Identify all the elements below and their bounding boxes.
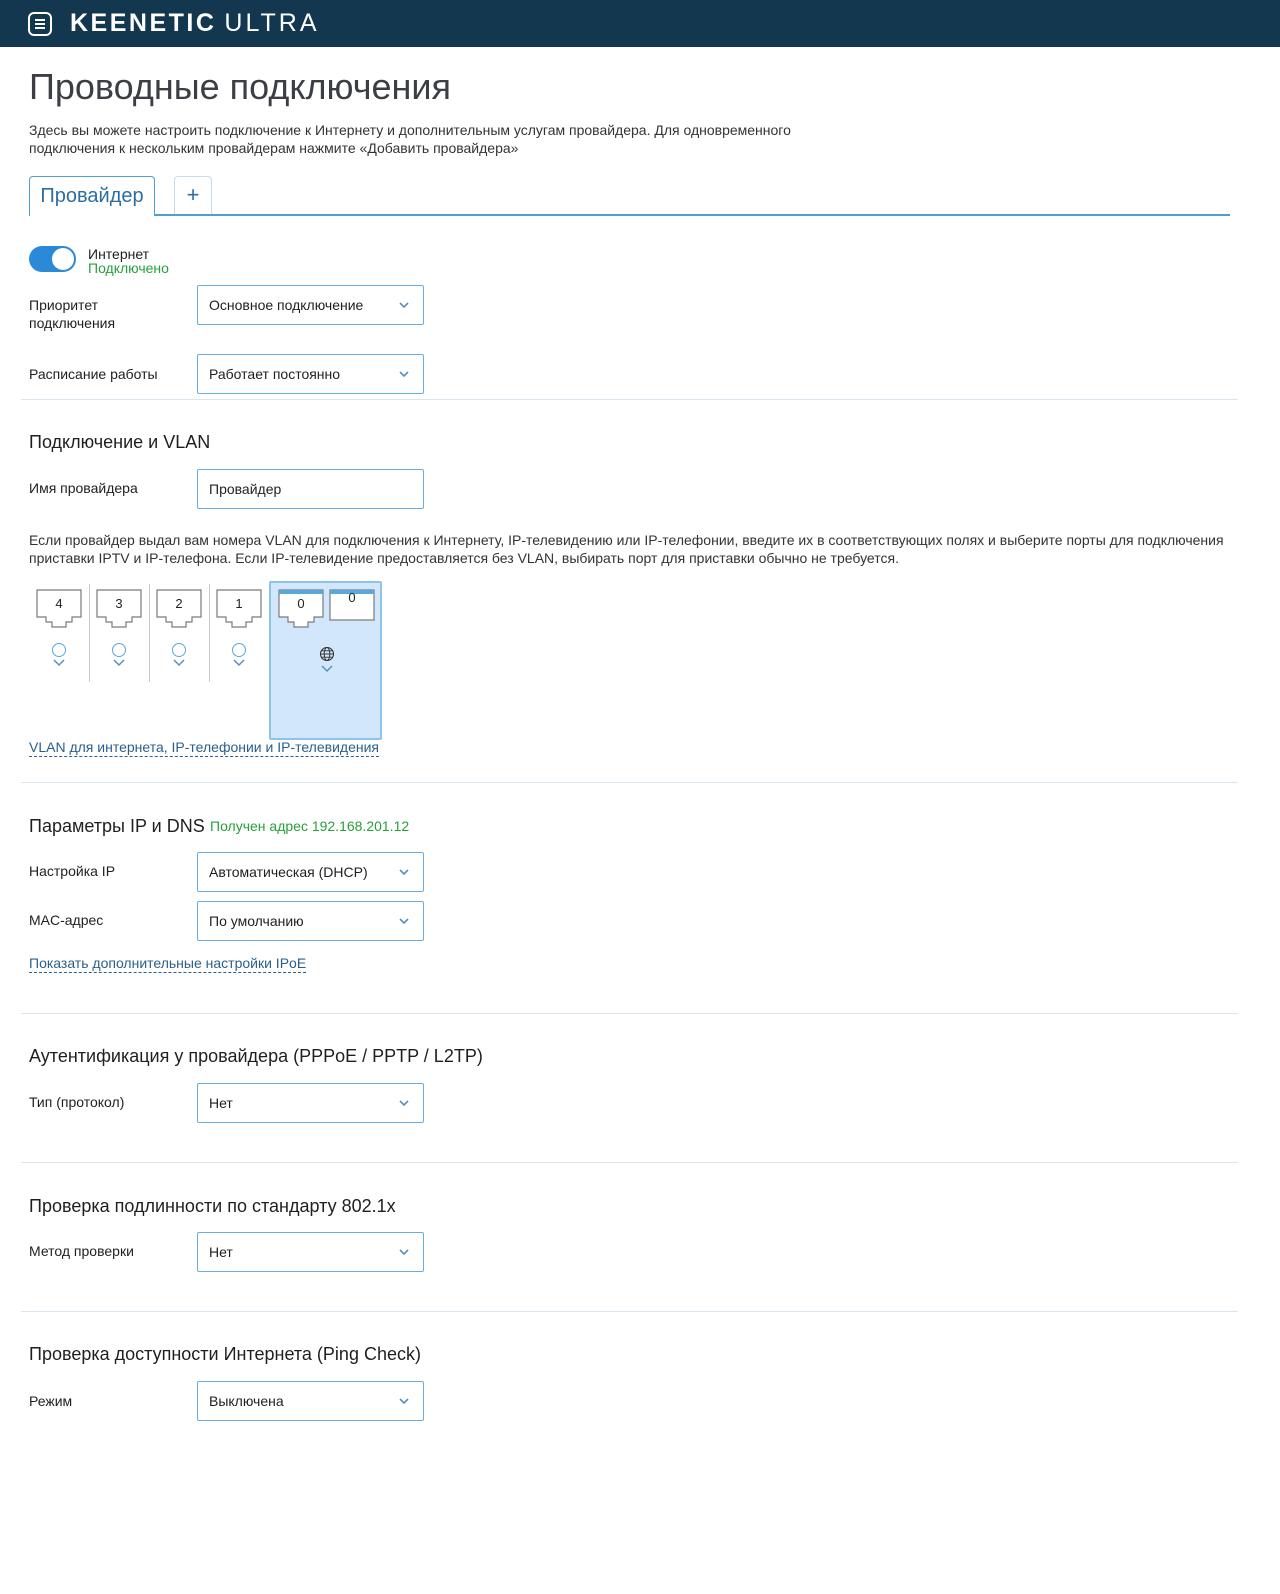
chevron-down-icon	[397, 865, 411, 879]
globe-icon	[319, 646, 335, 662]
ip-setting-label: Настройка IP	[29, 863, 116, 879]
mac-label: MAC-адрес	[29, 912, 104, 928]
section-divider	[21, 782, 1238, 783]
mac-value: По умолчанию	[209, 913, 304, 929]
brand-model: ULTRA	[224, 9, 320, 37]
page-title: Проводные подключения	[29, 66, 452, 107]
ip-setting-value: Автоматическая (DHCP)	[209, 864, 368, 880]
port-number: 4	[55, 596, 63, 611]
tab-underline	[29, 214, 1230, 216]
port-radio[interactable]	[232, 643, 246, 657]
auth-type-value: Нет	[209, 1095, 233, 1111]
chevron-down-icon	[397, 1394, 411, 1408]
tab-provider[interactable]: Провайдер	[29, 176, 155, 216]
port-radio[interactable]	[52, 643, 66, 657]
chevron-down-icon	[397, 1245, 411, 1259]
top-bar	[0, 0, 1280, 47]
menu-icon[interactable]	[28, 12, 52, 36]
ipoe-settings-link[interactable]: Показать дополнительные настройки IPoE	[29, 955, 307, 971]
section-divider	[21, 399, 1238, 400]
ping-section-title: Проверка доступности Интернета (Ping Check)	[29, 1344, 421, 1364]
ping-mode-value: Выключена	[209, 1393, 284, 1409]
priority-label: Приоритет подключения	[29, 297, 116, 331]
chevron-down-icon[interactable]	[52, 658, 66, 668]
port-radio[interactable]	[172, 643, 186, 657]
schedule-select[interactable]	[197, 354, 424, 394]
internet-toggle[interactable]	[29, 246, 76, 272]
add-provider-tab[interactable]: +	[174, 176, 212, 214]
dot1x-method-label: Метод проверки	[29, 1243, 134, 1259]
schedule-value: Работает постоянно	[209, 366, 341, 382]
toggle-knob	[52, 248, 74, 270]
wan-port-group[interactable]	[269, 581, 382, 740]
port-number: 2	[175, 596, 183, 611]
chevron-down-icon[interactable]	[232, 658, 246, 668]
ip-section-title: Параметры IP и DNS	[29, 816, 205, 836]
internet-label: Интернет	[88, 246, 150, 262]
provider-name-label: Имя провайдера	[29, 480, 138, 496]
dot1x-method-select[interactable]	[197, 1232, 424, 1272]
page-description: Здесь вы можете настроить подключение к Интернету и дополнительным услугам провайдера. Для одновременного подключения к нескольким провайдерам нажмите «Добавить провайдера»	[29, 122, 791, 156]
ip-setting-select[interactable]	[197, 852, 424, 892]
lan-port-1	[209, 584, 269, 682]
dot1x-section-title: Проверка подлинности по стандарту 802.1x	[29, 1196, 396, 1216]
section-divider	[21, 1013, 1238, 1014]
chevron-down-icon[interactable]	[172, 658, 186, 668]
chevron-down-icon	[397, 367, 411, 381]
chevron-down-icon	[397, 914, 411, 928]
auth-section-title: Аутентификация у провайдера (PPPoE / PPTP / L2TP)	[29, 1046, 483, 1066]
vlan-settings-link[interactable]: VLAN для интернета, IP-телефонии и IP-телевидения	[29, 739, 379, 755]
chevron-down-icon[interactable]	[112, 658, 126, 668]
ip-status: Получен адрес 192.168.201.12	[210, 818, 410, 834]
brand-name: KEENETIC	[70, 9, 217, 37]
dot1x-method-value: Нет	[209, 1244, 233, 1260]
port-number: 3	[115, 596, 123, 611]
ping-mode-label: Режим	[29, 1393, 73, 1409]
provider-name-input[interactable]	[197, 469, 424, 509]
priority-select[interactable]	[197, 285, 424, 325]
priority-value: Основное подключение	[209, 297, 364, 313]
ping-mode-select[interactable]	[197, 1381, 424, 1421]
vlan-description: Если провайдер выдал вам номера VLAN для подключения к Интернету, IP-телевидению или IP-телефонии, введите их в соответствующих полях и выберите порты для подключения приставки IPTV и IP-телефона. Если IP-телевидение предоставляется без VLAN, выбирать порт для приставки обычно не требуется.	[29, 532, 1224, 566]
wan-port-number: 0	[297, 596, 305, 611]
lan-port-4	[29, 584, 89, 682]
internet-status: Подключено	[88, 260, 169, 276]
vlan-section-title: Подключение и VLAN	[29, 432, 211, 452]
chevron-down-icon	[397, 1096, 411, 1110]
section-divider	[21, 1311, 1238, 1312]
auth-type-label: Тип (протокол)	[29, 1094, 125, 1110]
lan-port-2	[149, 584, 209, 682]
lan-port-3	[89, 584, 149, 682]
auth-type-select[interactable]	[197, 1083, 424, 1123]
mac-select[interactable]	[197, 901, 424, 941]
brand-logo	[70, 8, 320, 38]
port-radio[interactable]	[112, 643, 126, 657]
schedule-label: Расписание работы	[29, 366, 158, 382]
wan-port-number: 0	[348, 590, 356, 605]
section-divider	[21, 1162, 1238, 1163]
port-number: 1	[235, 596, 243, 611]
chevron-down-icon[interactable]	[320, 664, 334, 674]
chevron-down-icon	[397, 298, 411, 312]
